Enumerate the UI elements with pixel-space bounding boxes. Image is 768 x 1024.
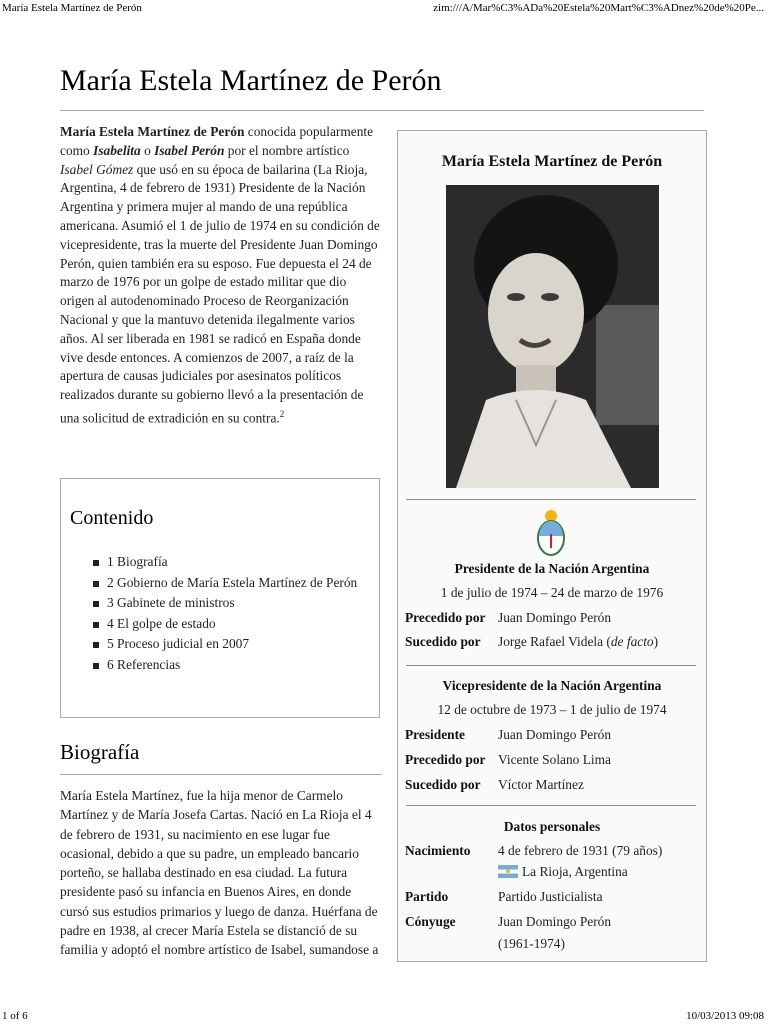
title-divider (60, 110, 704, 111)
office2-preceded-label: Precedido por (405, 752, 486, 767)
office2-preceded-value[interactable]: Vicente Solano Lima (498, 752, 611, 767)
toc-title: Contenido (70, 507, 154, 529)
print-header-url: zim:///A/Mar%C3%ADa%20Estela%20Mart%C3%ADnez%20de%20Pe... (433, 2, 764, 14)
intro-text-1: conocida popularmente como (60, 124, 374, 158)
party-label: Partido (405, 889, 449, 904)
party-value[interactable]: Partido Justicialista (498, 889, 603, 904)
toc-list (91, 552, 371, 676)
infobox-divider (406, 805, 696, 806)
intro-reference[interactable]: 2 (279, 408, 285, 419)
section-heading-biografia: Biografía (60, 740, 140, 764)
office1-term: 1 de julio de 1974 – 24 de marzo de 1976 (440, 585, 664, 600)
print-footer-page: 1 of 6 (2, 1010, 28, 1022)
birth-value: 4 de febrero de 1931 (79 años) (498, 843, 663, 858)
office1-title: Presidente de la Nación Argentina (454, 561, 650, 576)
office1-preceded-label: Precedido por (405, 610, 486, 625)
office2-president-value[interactable]: Juan Domingo Perón (498, 727, 612, 742)
portrait-photo (446, 185, 659, 488)
intro-artistic-name: Isabel Gómez (60, 161, 134, 177)
argentina-flag-icon (498, 865, 518, 878)
office2-succeeded-value[interactable]: Víctor Martínez (498, 777, 584, 792)
infobox-divider (406, 665, 696, 666)
office2-term: 12 de octubre de 1973 – 1 de julio de 1974 (437, 702, 667, 717)
office1-succeeded-value[interactable]: Jorge Rafael Videla (de facto) (498, 634, 659, 649)
print-footer-date: 10/03/2013 09:08 (686, 1010, 764, 1022)
infobox (397, 130, 707, 962)
toc-item-gabinete[interactable]: 3 Gabinete de ministros (91, 593, 371, 614)
coat-of-arms-icon (534, 508, 568, 558)
toc-item-biografia[interactable]: 1 Biografía (91, 552, 371, 573)
birth-label: Nacimiento (405, 843, 471, 858)
biografia-paragraph: María Estela Martínez, fue la hija menor de Carmelo Martínez y de María Josefa Cartas. Nació en La Rioja el 4 de febrero de 1931, su nacimiento en ese lugar fue ocasional, debido a que su padre, un empleado bancario porteño, se hallaba destinado en esa ciudad. La futura presidente pasó su infancia en Buenos Aires, en donde cursó sus estudios primarios y luego de danza. Huérfana de padre en 1938, al crecer María Estela se distanció de su familia y adoptó el nombre artístico de Isabel, sumandose a (60, 788, 379, 958)
office2-title: Vicepresidente de la Nación Argentina (442, 678, 662, 693)
spouse-years: (1961-1974) (498, 936, 565, 951)
toc-item-proceso-judicial[interactable]: 5 Proceso judicial en 2007 (91, 634, 371, 655)
intro-nickname-2: Isabel Perón (154, 142, 225, 158)
personal-data-title: Datos personales (503, 819, 601, 834)
intro-paragraph (60, 123, 382, 428)
office1-preceded-value[interactable]: Juan Domingo Perón (498, 610, 612, 625)
section-divider (60, 774, 382, 775)
office2-president-label: Presidente (405, 727, 465, 742)
spouse-label: Cónyuge (405, 914, 456, 929)
intro-subject-name: María Estela Martínez de Perón (60, 124, 245, 139)
table-of-contents (60, 478, 380, 718)
office1-succeeded-label: Sucedido por (405, 634, 481, 649)
intro-nickname-link: Isabelita (93, 142, 141, 158)
office2-succeeded-label: Sucedido por (405, 777, 481, 792)
spouse-value[interactable]: Juan Domingo Perón (498, 914, 612, 929)
birth-place (498, 862, 703, 882)
portrait-image (446, 185, 659, 488)
toc-item-referencias[interactable]: 6 Referencias (91, 655, 371, 676)
infobox-divider (406, 499, 696, 500)
page-title: María Estela Martínez de Perón (60, 64, 442, 97)
intro-text-4: que usó en su época de bailarina (La Rioja, Argentina, 4 de febrero de 1931) Presidente de la Nación Argentina y primera mujer al mando de una república americana. Asumió el 1 de julio de 1974 en su condición de vicepresidente, tras la muerte del Presidente Juan Domingo Perón, quien también era su esposo. Fue depuesta el 24 de marzo de 1976 por un golpe de estado militar que dio origen al autodenominado Proceso de Reorganización Nacional y que la mantuvo detenida ilegalmente varios años. Al ser liberada en 1981 se radicó en España donde vive desde entonces. A comienzos de 2007, a raíz de la apertura de causas judiciales por asesinatos políticos realizados durante su gobierno llevó a la presentación de una solicitud de extradición en su contra. (60, 161, 380, 426)
toc-item-golpe[interactable]: 4 El golpe de estado (91, 614, 371, 635)
print-header-title: María Estela Martínez de Perón (2, 2, 142, 14)
infobox-title: María Estela Martínez de Perón (441, 153, 663, 170)
birth-place-label[interactable]: La Rioja, Argentina (522, 864, 628, 879)
toc-item-gobierno[interactable]: 2 Gobierno de María Estela Martínez de Perón (91, 573, 371, 594)
intro-text-2: o (140, 142, 155, 158)
intro-text-3: por el nombre artístico (224, 142, 350, 158)
